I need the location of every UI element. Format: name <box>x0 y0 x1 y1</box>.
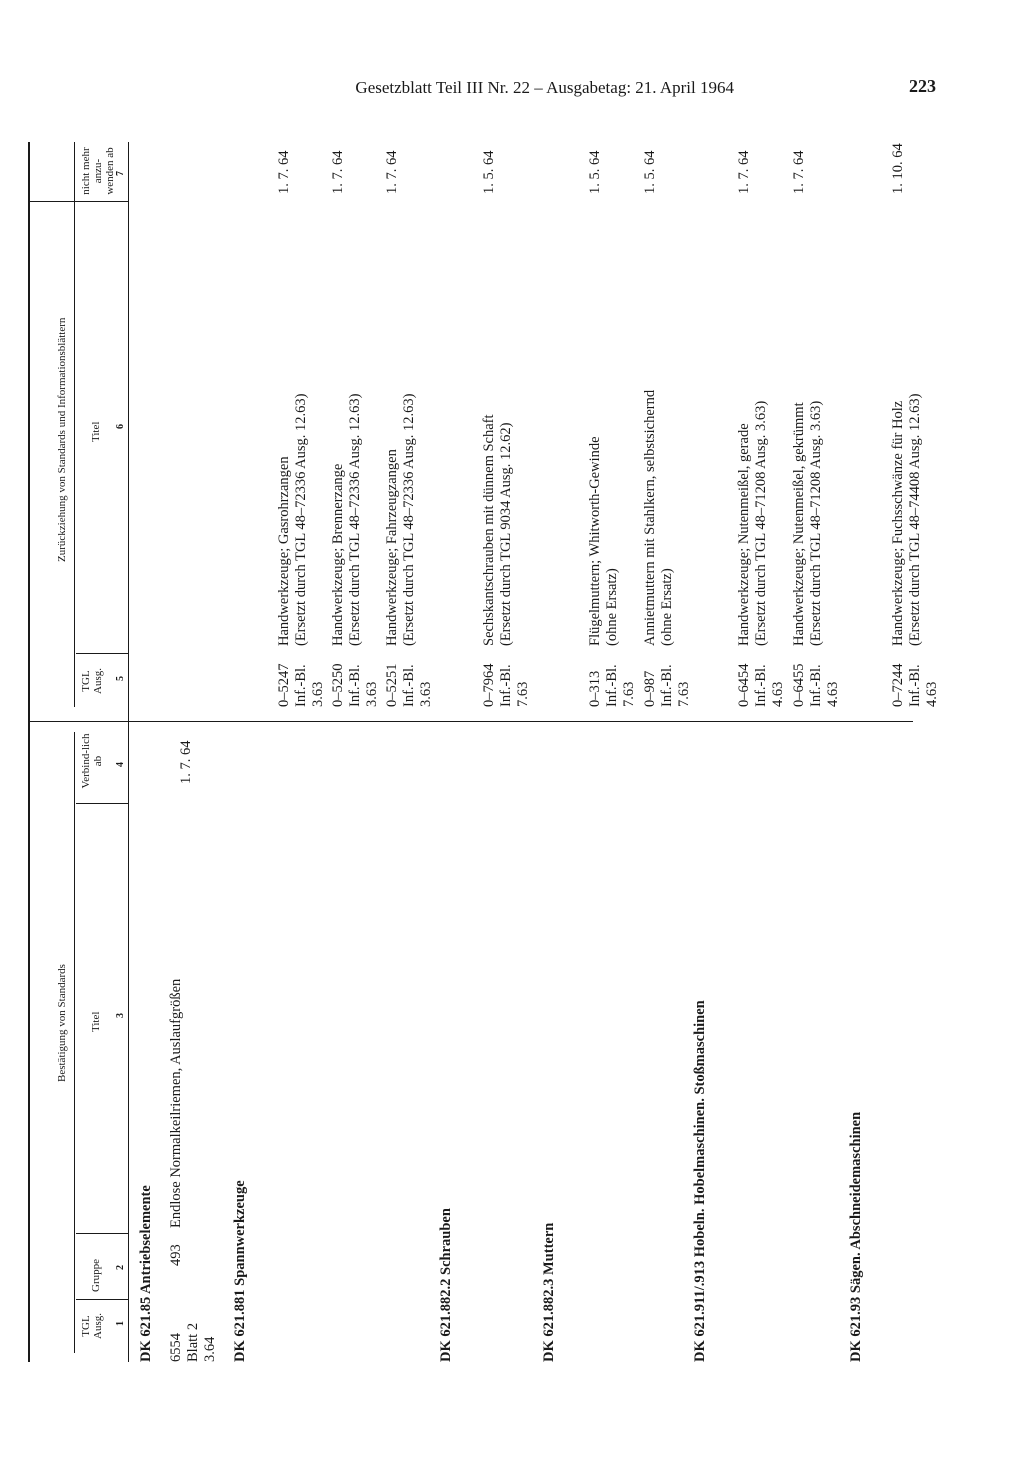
col-sep-3-4 <box>76 803 128 804</box>
withdrawn-ab: 1. 7. 64 <box>736 150 752 194</box>
withdrawn-ab: 1. 7. 64 <box>330 150 346 194</box>
column-header-titel-right: Titel <box>90 421 102 442</box>
withdrawn-tgl: 0–5251 Inf.-Bl. 3.63 <box>384 663 434 707</box>
withdrawn-ab: 1. 10. 64 <box>890 143 906 194</box>
center-divider <box>28 721 913 722</box>
section-heading: DK 621.85 Antriebselemente <box>138 1185 154 1362</box>
page-number: 223 <box>909 76 936 96</box>
withdrawn-ab: 1. 5. 64 <box>642 150 658 194</box>
withdrawn-titel: Flügelmuttern; Whitworth-Gewinde (ohne Ersatz) <box>587 436 620 646</box>
header-divider-left <box>74 732 75 1353</box>
table-row-confirmed-titel: Endlose Normalkeilriemen, Auslaufgrößen <box>168 978 184 1228</box>
col-sep-6-7 <box>28 201 128 202</box>
page-header-title: Gesetzblatt Teil III Nr. 22 – Ausgabetag: 21. April 1964 <box>355 78 734 97</box>
header-bottom-rule <box>128 142 129 1362</box>
table-top-rule <box>28 142 30 1362</box>
section-heading: DK 621.882.2 Schrauben <box>438 1208 454 1362</box>
column-number-4: 4 <box>115 762 126 767</box>
withdrawn-ab: 1. 7. 64 <box>791 150 807 194</box>
section-heading: DK 621.93 Sägen. Abschneidemaschinen <box>848 1111 864 1362</box>
withdrawn-tgl: 0–313 Inf.-Bl. 7.63 <box>587 664 637 707</box>
withdrawn-titel: Annietmuttern mit Stahlkern, selbstsichernd (ohne Ersatz) <box>642 389 675 646</box>
withdrawn-titel: Handwerkzeuge; Fahrzeugzangen (Ersetzt durch TGL 48–72336 Ausg. 12.63) <box>384 393 417 646</box>
withdrawn-tgl: 0–5247 Inf.-Bl. 3.63 <box>276 663 326 707</box>
column-header-nicht-mehr: nicht mehr anzu-wenden ab <box>80 147 116 195</box>
withdrawn-tgl: 0–6455 Inf.-Bl. 4.63 <box>791 663 841 707</box>
table-row-confirmed-tgl: 6554 Blatt 2 3.64 <box>168 1322 218 1362</box>
col-sep-1-2 <box>76 1299 128 1300</box>
section-heading: DK 621.881 Spannwerkzeuge <box>232 1180 248 1362</box>
withdrawn-ab: 1. 5. 64 <box>587 150 603 194</box>
column-number-1: 1 <box>115 1321 126 1326</box>
withdrawn-tgl: 0–987 Inf.-Bl. 7.63 <box>642 664 692 707</box>
column-number-6: 6 <box>115 424 126 429</box>
column-header-titel-left: Titel <box>90 1011 102 1032</box>
withdrawn-titel: Handwerkzeuge; Nutenmeißel, gerade (Ersetzt durch TGL 48–71208 Ausg. 3.63) <box>736 400 769 646</box>
withdrawn-ab: 1. 7. 64 <box>276 150 292 194</box>
header-divider-right <box>74 142 75 707</box>
column-header-gruppe: Gruppe <box>90 1259 102 1292</box>
withdrawn-ab: 1. 5. 64 <box>481 150 497 194</box>
withdrawn-titel: Handwerkzeuge; Brennerzange (Ersetzt durch TGL 48–72336 Ausg. 12.63) <box>330 393 363 646</box>
column-number-7: 7 <box>115 171 126 176</box>
col-sep-5-6 <box>76 653 128 654</box>
page-header <box>0 74 1024 104</box>
section-heading: DK 621.882.3 Muttern <box>541 1222 557 1362</box>
column-header-verbindlich: Verbind-lich ab <box>80 733 104 789</box>
withdrawn-tgl: 0–5250 Inf.-Bl. 3.63 <box>330 663 380 707</box>
column-number-3: 3 <box>115 1013 126 1018</box>
col-sep-2-3 <box>76 1233 128 1234</box>
column-header-tgl-right: TGL Ausg. <box>80 668 104 694</box>
withdrawn-tgl: 0–6454 Inf.-Bl. 4.63 <box>736 663 786 707</box>
column-header-tgl-left: TGL Ausg. <box>80 1313 104 1339</box>
table-row-confirmed-gruppe: 493 <box>168 1244 184 1266</box>
column-number-2: 2 <box>115 1265 126 1270</box>
group-header-left: Bestätigung von Standards <box>56 964 68 1082</box>
table-row-confirmed-ab: 1. 7. 64 <box>178 740 194 784</box>
withdrawn-titel: Handwerkzeuge; Fuchsschwänze für Holz (Ersetzt durch TGL 48–74408 Ausg. 12.63) <box>890 393 923 646</box>
withdrawn-titel: Handwerkzeuge; Nutenmeißel, gekrümmt (Ersetzt durch TGL 48–71208 Ausg. 3.63) <box>791 400 824 646</box>
withdrawn-tgl: 0–7244 Inf.-Bl. 4.63 <box>890 663 940 707</box>
withdrawn-ab: 1. 7. 64 <box>384 150 400 194</box>
withdrawn-titel: Handwerkzeuge; Gasrohrzangen (Ersetzt durch TGL 48–72336 Ausg. 12.63) <box>276 393 309 646</box>
rotated-table <box>28 142 940 1362</box>
withdrawn-titel: Sechskantschrauben mit dünnem Schaft (Ersetzt durch TGL 9034 Ausg. 12.62) <box>481 414 514 646</box>
section-heading: DK 621.911/.913 Hobeln. Hobelmaschinen. Stoßmaschinen <box>692 1000 708 1362</box>
group-header-right: Zurückziehung von Standards und Informationsblättern <box>56 317 68 562</box>
withdrawn-tgl: 0–7964 Inf.-Bl. 7.63 <box>481 663 531 707</box>
column-number-5: 5 <box>115 676 126 681</box>
